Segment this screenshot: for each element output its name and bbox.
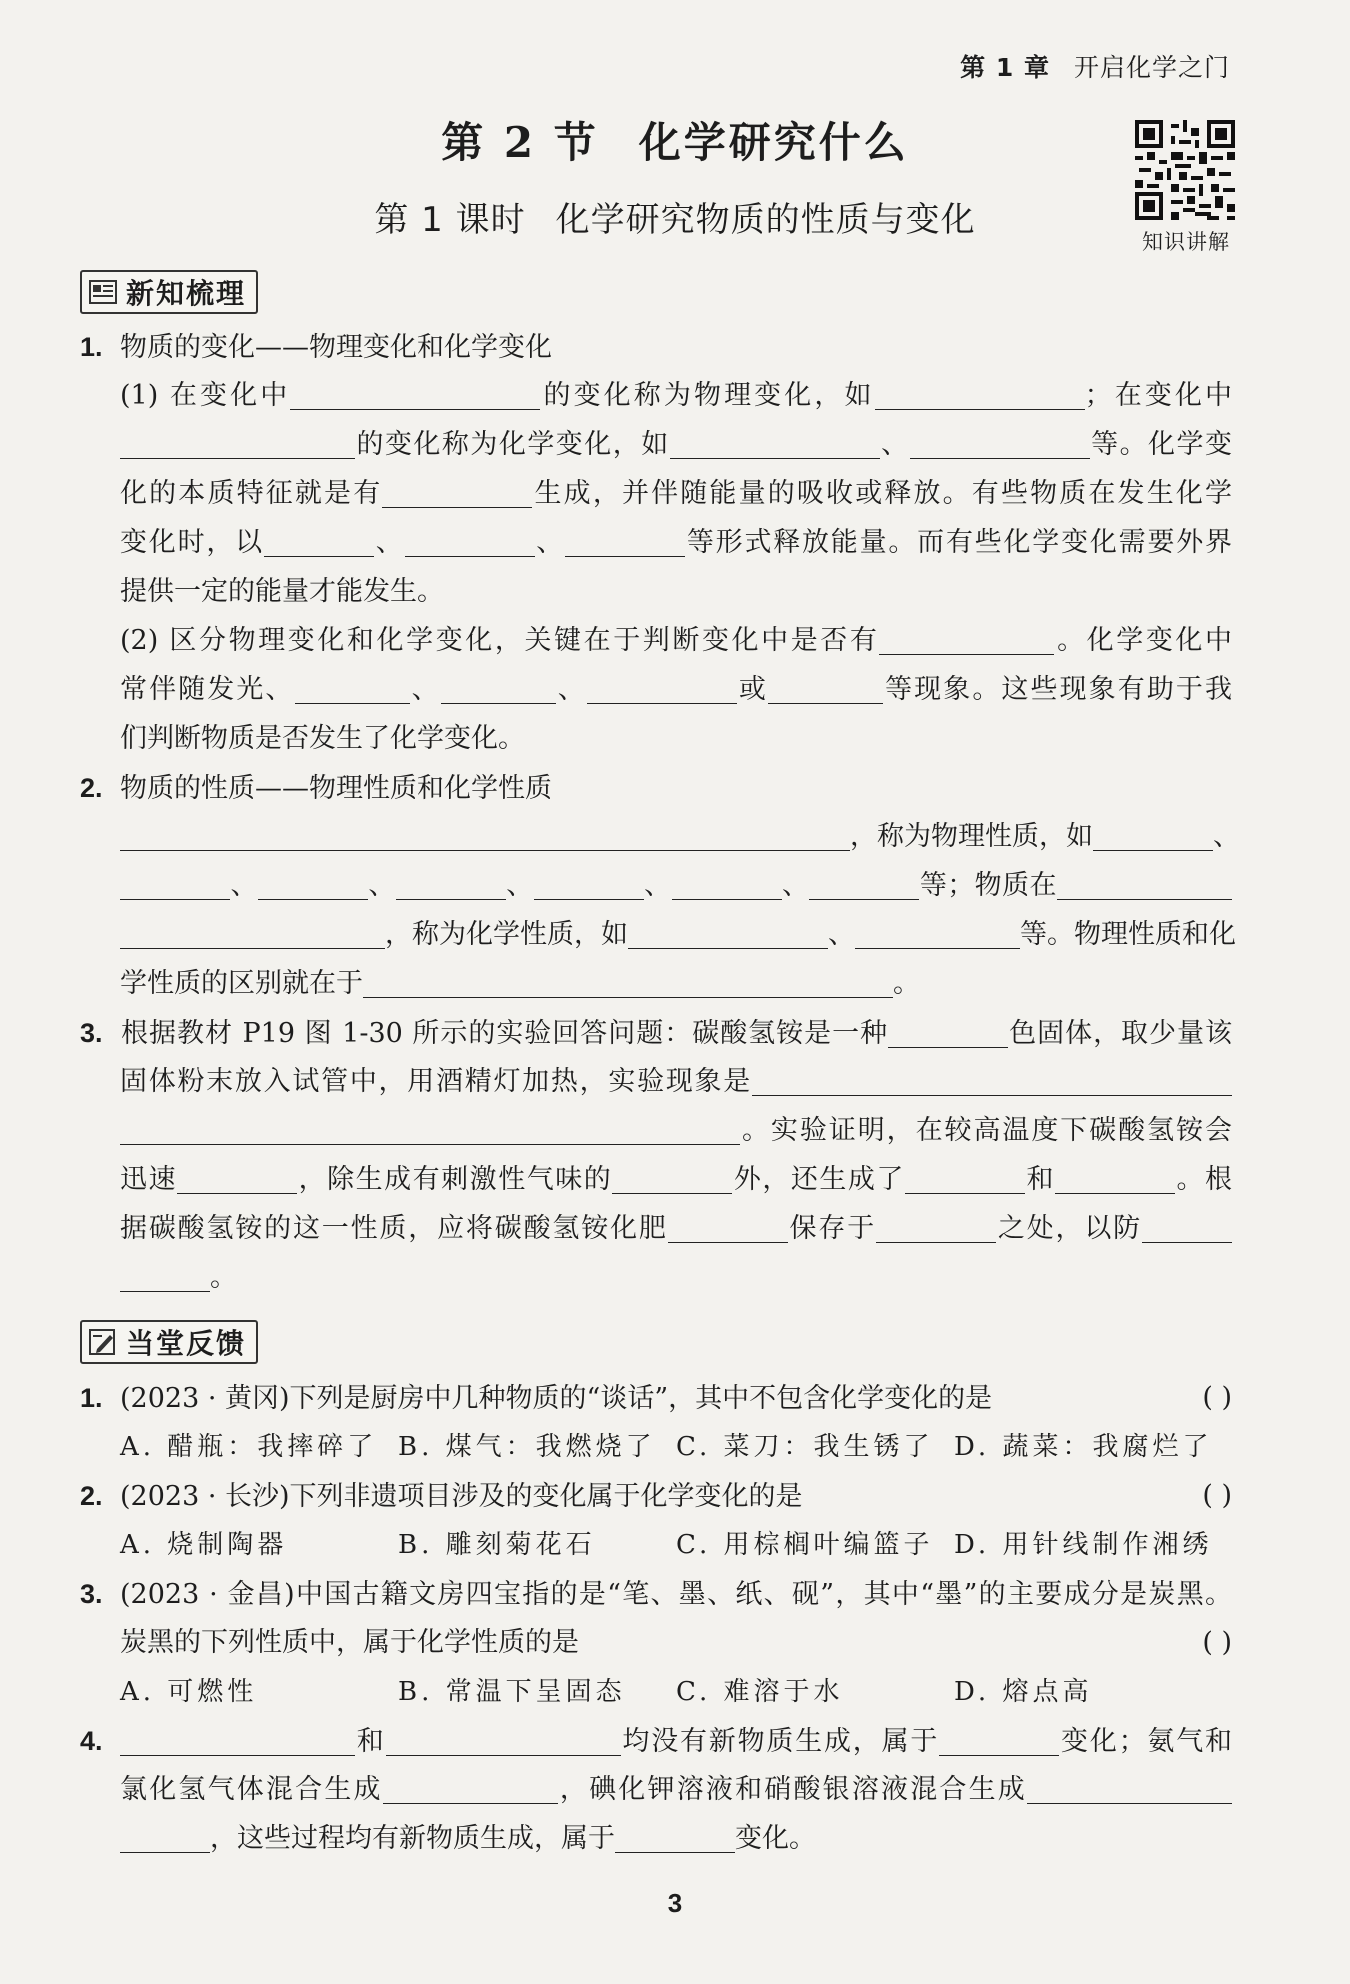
k3-line-3 xyxy=(120,1111,1232,1151)
text: 生成，并伴随能量的吸收或释放。有些物质在发生化学 xyxy=(532,478,1233,509)
question-number: 2. xyxy=(80,773,103,803)
fill-blank[interactable] xyxy=(1027,1773,1232,1804)
fill-blank[interactable] xyxy=(939,1725,1059,1756)
text: 或 xyxy=(736,674,769,705)
text: 、 xyxy=(643,870,672,901)
fill-blank[interactable] xyxy=(534,869,644,900)
fill-blank[interactable] xyxy=(120,1114,740,1145)
k3-line-4 xyxy=(120,1160,1232,1200)
text: 迅速 xyxy=(120,1164,178,1195)
pencil-note-icon xyxy=(88,1327,118,1357)
text: 等。物理性质和化 xyxy=(1020,919,1236,950)
question-title: 物质的性质——物理性质和化学性质 xyxy=(120,773,552,804)
text: 外，还生成了 xyxy=(732,1164,905,1195)
option-a[interactable]: A. 烧制陶器 xyxy=(120,1530,288,1560)
text: 、 xyxy=(409,674,441,705)
text: 、 xyxy=(505,870,534,901)
option-a[interactable]: A. 可燃性 xyxy=(120,1677,258,1707)
text: 、 xyxy=(1213,821,1240,852)
feedback-q4-line-1 xyxy=(80,1721,1232,1761)
feedback-q4-line-3 xyxy=(120,1819,1232,1859)
section-number: 第 2 节 xyxy=(441,118,599,167)
fill-blank[interactable] xyxy=(910,428,1090,459)
fill-blank[interactable] xyxy=(752,1065,1232,1096)
k1-title xyxy=(80,327,1232,367)
text: ，这些过程均有新物质生成，属于 xyxy=(210,1823,615,1854)
text: 变化时，以 xyxy=(120,527,264,558)
text: 据碳酸氢铵的这一性质，应将碳酸氢铵化肥 xyxy=(120,1213,668,1244)
fill-blank[interactable] xyxy=(628,918,828,949)
fill-blank[interactable] xyxy=(290,379,540,410)
option-a[interactable]: A. 醋瓶：我摔碎了 xyxy=(120,1432,378,1462)
feedback-q1 xyxy=(80,1378,1232,1418)
text: ，除生成有刺激性气味的 xyxy=(297,1164,613,1195)
fill-blank[interactable] xyxy=(876,1212,996,1243)
qr-caption: 知识讲解 xyxy=(1142,230,1230,254)
fill-blank[interactable] xyxy=(383,1773,558,1804)
fill-blank[interactable] xyxy=(258,869,368,900)
answer-paren[interactable]: ( ) xyxy=(1202,1627,1232,1658)
text: 等现象。这些现象有助于我 xyxy=(883,674,1233,705)
text: 们判断物质是否发生了化学变化。 xyxy=(120,723,525,754)
fill-blank[interactable] xyxy=(120,1725,355,1756)
fill-blank[interactable] xyxy=(120,869,230,900)
question-text: 炭黑的下列性质中，属于化学性质的是 xyxy=(120,1627,579,1658)
text: 等。化学变 xyxy=(1089,429,1233,460)
fill-blank[interactable] xyxy=(855,918,1020,949)
fill-blank[interactable] xyxy=(905,1163,1025,1194)
k1-line-1 xyxy=(120,376,1232,416)
option-d[interactable]: D. 熔点高 xyxy=(954,1677,1093,1707)
fill-blank[interactable] xyxy=(768,673,883,704)
text: 、 xyxy=(534,527,566,558)
text: ；在变化中 xyxy=(1084,380,1233,411)
banner-label: 新知梳理 xyxy=(126,277,247,310)
text: 等；物质在 xyxy=(919,870,1057,901)
answer-paren[interactable]: ( ) xyxy=(1202,1480,1232,1511)
k2-line-1 xyxy=(120,817,1240,857)
text: 变化；氨气和 xyxy=(1059,1726,1233,1757)
feedback-q3 xyxy=(80,1574,1232,1614)
text: 的变化称为物理变化，如 xyxy=(540,380,875,411)
text: ，碘化钾溶液和硝酸银溶液混合生成 xyxy=(557,1774,1028,1805)
question-number: 1. xyxy=(80,1383,103,1413)
banner-feedback xyxy=(80,1320,258,1364)
option-b[interactable]: B. 常温下呈固态 xyxy=(398,1677,626,1707)
banner-label: 当堂反馈 xyxy=(126,1327,247,1360)
text: 。实验证明，在较高温度下碳酸氢铵会 xyxy=(740,1115,1232,1146)
k1-line-7 xyxy=(120,670,1232,710)
option-b[interactable]: B. 煤气：我燃烧了 xyxy=(398,1432,656,1462)
k1-line-4 xyxy=(120,523,1232,563)
fill-blank[interactable] xyxy=(120,1822,210,1853)
fill-blank[interactable] xyxy=(888,1017,1008,1048)
section-name: 化学研究什么 xyxy=(638,118,909,167)
text: 之处，以防 xyxy=(996,1213,1143,1244)
question-number: 2. xyxy=(80,1481,103,1511)
chapter-name: 开启化学之门 xyxy=(1073,53,1230,82)
text: 的变化称为化学变化，如 xyxy=(355,429,670,460)
question-text: (2023 · 黄冈)下列是厨房中几种物质的“谈话”，其中不包含化学变化的是 xyxy=(120,1383,993,1414)
question-number: 1. xyxy=(80,332,103,362)
option-d[interactable]: D. 用针线制作湘绣 xyxy=(954,1530,1213,1560)
fill-blank[interactable] xyxy=(120,918,385,949)
qr-code-icon[interactable] xyxy=(1135,120,1235,220)
text: ，称为物理性质，如 xyxy=(850,821,1093,852)
text: 。 xyxy=(893,968,920,999)
text: 等形式释放能量。而有些化学变化需要外界 xyxy=(685,527,1233,558)
fill-blank[interactable] xyxy=(587,673,737,704)
text: 、 xyxy=(373,527,405,558)
k2-line-3 xyxy=(120,915,1236,955)
fill-blank[interactable] xyxy=(177,1163,297,1194)
text: 、 xyxy=(828,919,855,950)
text: 提供一定的能量才能发生。 xyxy=(120,576,444,607)
text: 、 xyxy=(879,429,910,460)
k3-line-5 xyxy=(120,1209,1232,1249)
k1-line-8 xyxy=(120,719,1232,759)
k1-line-2 xyxy=(120,425,1232,465)
chapter-number: 第 1 章 xyxy=(960,53,1050,82)
fill-blank[interactable] xyxy=(1093,820,1213,851)
k3-line-1 xyxy=(80,1013,1232,1053)
text: 。化学变化中 xyxy=(1054,625,1233,656)
feedback-q4-line-2 xyxy=(120,1770,1232,1810)
text: 、 xyxy=(230,870,258,901)
fill-blank[interactable] xyxy=(120,820,850,851)
feedback-q3-line-2 xyxy=(120,1623,1232,1663)
fill-blank[interactable] xyxy=(1055,1163,1175,1194)
fill-blank[interactable] xyxy=(264,526,374,557)
text: 氯化氢气体混合生成 xyxy=(120,1774,383,1805)
fill-blank[interactable] xyxy=(809,869,919,900)
book-icon xyxy=(88,277,118,307)
fill-blank[interactable] xyxy=(612,1163,732,1194)
fill-blank[interactable] xyxy=(668,1212,788,1243)
fill-blank[interactable] xyxy=(396,869,506,900)
lesson-name: 化学研究物质的性质与变化 xyxy=(555,200,976,240)
text: 学性质的区别就在于 xyxy=(120,968,363,999)
text: 和 xyxy=(355,1726,386,1757)
fill-blank[interactable] xyxy=(363,967,893,998)
fill-blank[interactable] xyxy=(386,1725,621,1756)
text: 根据教材 P19 图 1-30 所示的实验回答问题：碳酸氢铵是一种 xyxy=(120,1018,889,1049)
k3-line-2 xyxy=(120,1062,1232,1102)
option-c[interactable]: C. 用棕榈叶编篮子 xyxy=(676,1530,934,1560)
option-c[interactable]: C. 菜刀：我生锈了 xyxy=(676,1432,934,1462)
question-number: 4. xyxy=(80,1726,103,1756)
question-text: (2023 · 长沙)下列非遗项目涉及的变化属于化学变化的是 xyxy=(120,1481,803,1512)
fill-blank[interactable] xyxy=(295,673,410,704)
text: 固体粉末放入试管中，用酒精灯加热，实验现象是 xyxy=(120,1066,752,1097)
page-number: 3 xyxy=(667,1888,683,1918)
chapter-header xyxy=(960,48,1230,84)
text: 、 xyxy=(781,870,810,901)
fill-blank[interactable] xyxy=(672,869,782,900)
text: 、 xyxy=(555,674,587,705)
k2-title xyxy=(80,768,1232,808)
text: 常伴随发光、 xyxy=(120,674,295,705)
fill-blank[interactable] xyxy=(382,477,532,508)
option-d[interactable]: D. 蔬菜：我腐烂了 xyxy=(954,1432,1213,1462)
text: ，称为化学性质，如 xyxy=(385,919,628,950)
fill-blank[interactable] xyxy=(875,379,1085,410)
fill-blank[interactable] xyxy=(441,673,556,704)
option-c[interactable]: C. 难溶于水 xyxy=(676,1677,844,1707)
text: 。 xyxy=(210,1262,237,1293)
question-title: 物质的变化——物理变化和化学变化 xyxy=(120,332,552,363)
text: (2) 区分物理变化和化学变化，关键在于判断变化中是否有 xyxy=(120,625,880,656)
answer-paren[interactable]: ( ) xyxy=(1202,1382,1232,1413)
fill-blank[interactable] xyxy=(120,1261,210,1292)
fill-blank[interactable] xyxy=(1057,869,1232,900)
fill-blank[interactable] xyxy=(1142,1212,1232,1243)
fill-blank[interactable] xyxy=(615,1822,735,1853)
k1-line-5 xyxy=(120,572,1232,612)
fill-blank[interactable] xyxy=(879,624,1054,655)
feedback-q2 xyxy=(80,1476,1232,1516)
q2-options xyxy=(120,1525,1232,1565)
text: 色固体，取少量该 xyxy=(1008,1018,1233,1049)
fill-blank[interactable] xyxy=(120,428,355,459)
q1-options xyxy=(120,1427,1232,1467)
fill-blank[interactable] xyxy=(670,428,880,459)
k2-line-2 xyxy=(120,866,1232,906)
k1-line-6 xyxy=(120,621,1232,661)
k2-line-4 xyxy=(120,964,1232,1004)
k3-line-6 xyxy=(120,1258,1232,1298)
text: 保存于 xyxy=(787,1213,877,1244)
text: 、 xyxy=(367,870,396,901)
text: 变化。 xyxy=(735,1823,816,1854)
banner-new-knowledge xyxy=(80,270,258,314)
text: 化的本质特征就是有 xyxy=(120,478,383,509)
text: 。根 xyxy=(1174,1164,1233,1195)
question-number: 3. xyxy=(80,1579,103,1609)
text: 均没有新物质生成，属于 xyxy=(620,1726,940,1757)
fill-blank[interactable] xyxy=(405,526,535,557)
question-number: 3. xyxy=(80,1018,103,1048)
lesson-number: 第 1 课时 xyxy=(374,200,526,240)
fill-blank[interactable] xyxy=(565,526,685,557)
question-text: (2023 · 金昌)中国古籍文房四宝指的是“笔、墨、纸、砚”，其中“墨”的主要成分是炭黑。 xyxy=(120,1579,1232,1610)
option-b[interactable]: B. 雕刻菊花石 xyxy=(398,1530,596,1560)
text: (1) 在变化中 xyxy=(120,380,291,411)
q3-options xyxy=(120,1672,1232,1712)
text: 和 xyxy=(1024,1164,1055,1195)
k1-line-3 xyxy=(120,474,1232,514)
